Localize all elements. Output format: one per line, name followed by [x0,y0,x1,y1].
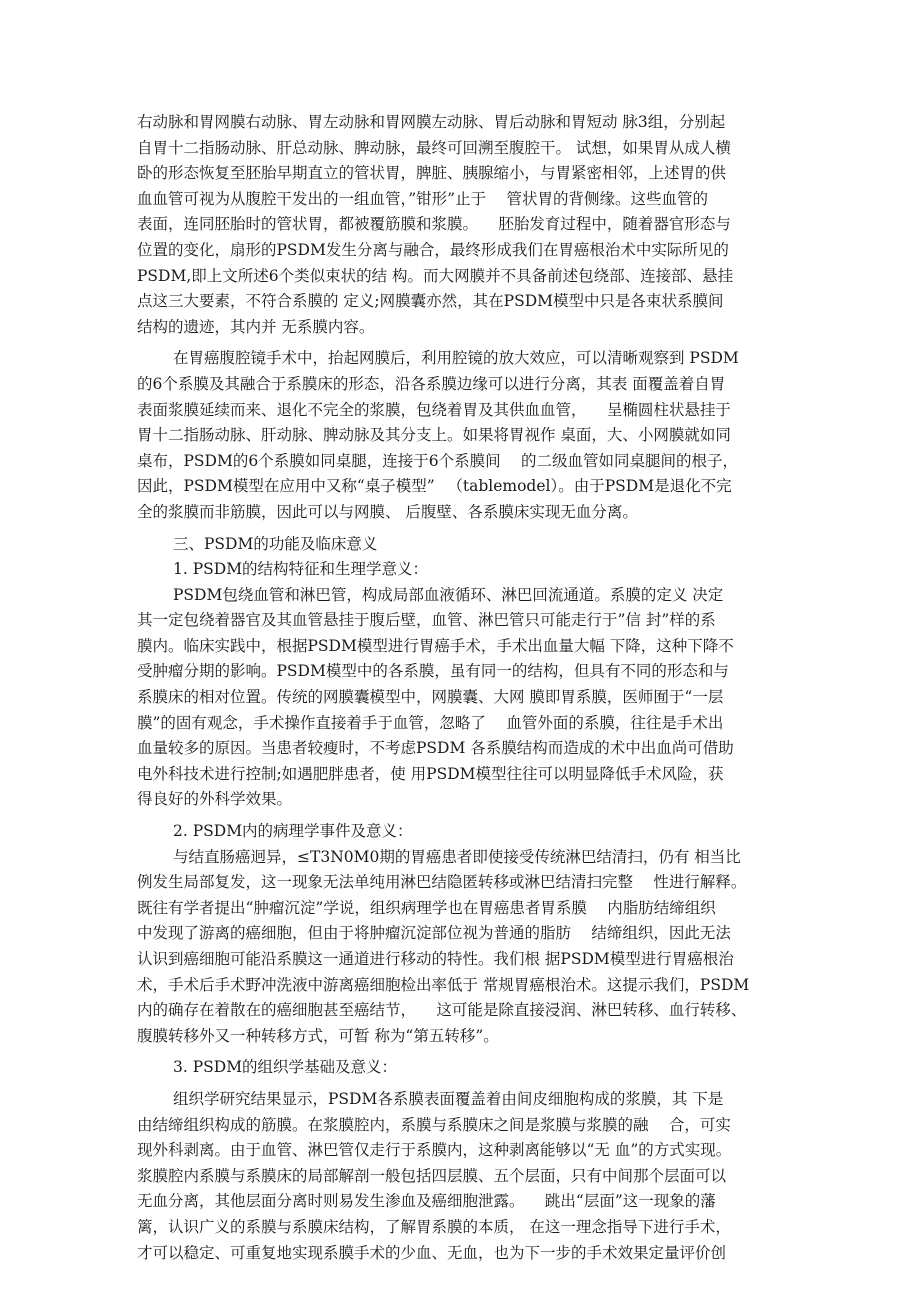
text-line: 卧的形态恢复至胚胎早期直立的管状胃，脾脏、胰腺缩小，与胃紧密相邻，上述胃的供 [137,164,727,183]
paragraph-p2 [137,346,789,525]
text-line: PSDM包绕血管和淋巴管，构成局部血液循环、淋巴回流通道。系膜的定义 决定 [173,585,724,604]
text-line: 表面，连同胚胎时的管状胃，都被覆筋膜和浆膜。 胚胎发育过程中，随着器官形态与 [137,215,731,234]
paragraph-h2 [137,557,789,583]
text-line: 的6个系膜及其融合于系膜床的形态，沿各系膜边缘可以进行分离，其表 面覆盖着自胃 [137,374,726,393]
paragraph-h4 [137,1055,789,1081]
text-line: 中发现了游离的癌细胞，但由于将肿瘤沉淀部位视为普通的脂肪 结缔组织，因此无法 [137,924,731,943]
text-line: 胃十二指肠动脉、肝动脉、脾动脉及其分支上。如果将胃视作 桌面，大、小网膜就如同 [137,426,731,445]
text-line: 既往有学者提出“肿瘤沉淀”学说，组织病理学也在胃癌患者胃系膜 内脂肪结缔组织 [137,898,716,917]
text-line: 例发生局部复发，这一现象无法单纯用淋巴结隐匿转移或淋巴结清扫完整 性进行解释。 [137,873,747,892]
document-page [137,110,789,1266]
text-line: 血血管可视为从腹腔干发出的一组血管，”钳形”止于 管状胃的背侧缘。这些血管的 [137,189,709,208]
text-line: 膜内。临床实践中，根据PSDM模型进行胃癌手术，手术出血量大幅 下降，这种下降不 [137,636,734,655]
paragraph-p3 [137,583,789,813]
text-line: 右动脉和胃网膜右动脉、胃左动脉和胃网膜左动脉、胃后动脉和胃短动 脉3组，分别起 [137,113,726,131]
text-line: 全的浆膜而非筋膜，因此可以与网膜、 后腹壁、各系膜床实现无血分离。 [137,502,638,521]
text-line: 系膜床的相对位置。传统的网膜囊模型中，网膜囊、大网 膜即胃系膜，医师囿于“一层 [137,688,724,707]
text-line: 才可以稳定、可重复地实现系膜手术的少血、无血，也为下一步的手术效果定量评价创 [137,1243,727,1262]
text-line: 现外科剥离。由于血管、淋巴管仅走行于系膜内，这种剥离能够以“无 血”的方式实现。 [137,1141,732,1160]
paragraph-h3 [137,819,789,845]
text-line: 血量较多的原因。当患者较瘦时，不考虑PSDM 各系膜结构而造成的术中出血尚可借助 [137,739,734,758]
text-line: 与结直肠癌迥异，≤T3N0M0期的胃癌患者即使接受传统淋巴结清扫，仍有 相当比 [173,847,741,866]
text-line: 2. PSDM内的病理学事件及意义： [173,822,413,841]
text-line: 位置的变化，扇形的PSDM发生分离与融合，最终形成我们在胃癌根治术中实际所见的 [137,240,729,259]
text-line: 篱，认识广义的系膜与系膜床结构，了解胃系膜的本质， 在这一理念指导下进行手术， [137,1217,731,1236]
text-line: 点这三大要素，不符合系膜的 定义;网膜囊亦然，其在PSDM模型中只是各束状系膜间 [137,292,724,311]
text-line: 无血分离，其他层面分离时则易发生渗血及癌细胞泄露。 跳出“层面”这一现象的藩 [137,1192,716,1211]
text-line: 内的确存在着散在的癌细胞甚至癌结节， 这可能是除直接浸润、淋巴转移、血行转移、 [137,1001,747,1020]
text-line: 桌布，PSDM的6个系膜如同桌腿，连接于6个系膜间 的二级血管如同桌腿间的根子， [137,451,738,470]
text-line: 术，手术后手术野冲洗液中游离癌细胞检出率低于 常规胃癌根治术。这提示我们，PSDM [137,975,750,994]
text-line: 结构的遗迹，其内并 无系膜内容。 [137,317,375,336]
text-line: 3. PSDM的组织学基础及意义： [173,1058,398,1077]
text-line: 组织学研究结果显示，PSDM各系膜表面覆盖着由间皮细胞构成的浆膜，其 下是 [173,1089,724,1108]
text-line: 膜”的固有观念，手术操作直接着手于血管，忽略了 血管外面的系膜，往往是手术出 [137,713,724,732]
text-line: 得良好的外科学效果。 [137,790,293,809]
paragraph-h1 [137,532,789,558]
text-line: 电外科技术进行控制;如遇肥胖患者，使 用PSDM模型往往可以明显降低手术风险，获 [137,764,724,783]
paragraph-p5 [137,1087,789,1266]
text-line: 其一定包绕着器官及其血管悬挂于腹后壁，血管、淋巴管只可能走行于”信 封”样的系 [137,611,716,630]
text-line: 三、PSDM的功能及临床意义 [173,534,378,553]
text-line: 因此，PSDM模型在应用中又称“桌子模型” （tablemodel）。由于PSDM是退化不完 [137,477,732,496]
text-line: 在胃癌腹腔镜手术中，抬起网膜后，利用腔镜的放大效应，可以清晰观察到 PSDM [173,349,739,368]
text-line: 浆膜腔内系膜与系膜床的局部解剖一般包括四层膜、五个层面，只有中间那个层面可以 [137,1166,727,1185]
paragraph-p4 [137,845,789,1050]
text-line: 受肿瘤分期的影响。PSDM模型中的各系膜，虽有同一的结构，但具有不同的形态和与 [137,662,729,681]
text-line: 认识到癌细胞可能沿系膜这一通道进行移动的特性。我们根 据PSDM模型进行胃癌根治 [137,950,734,968]
text-line: PSDM,即上文所述6个类似束状的结 构。而大网膜并不具备前述包绕部、连接部、悬挂 [137,266,734,285]
paragraph-p1 [137,110,789,340]
text-line: 1. PSDM的结构特征和生理学意义： [173,560,429,579]
text-line: 由结缔组织构成的筋膜。在浆膜腔内，系膜与系膜床之间是浆膜与浆膜的融 合，可实 [137,1115,731,1134]
text-line: 表面浆膜延续而来、退化不完全的浆膜，包绕着胃及其供血血管， 呈椭圆柱状悬挂于 [137,400,731,419]
text-line: 自胃十二指肠动脉、肝总动脉、脾动脉，最终可回溯至腹腔干。 试想，如果胃从成人横 [137,138,731,157]
text-line: 腹膜转移外又一种转移方式，可暂 称为“第五转移”。 [137,1026,499,1045]
